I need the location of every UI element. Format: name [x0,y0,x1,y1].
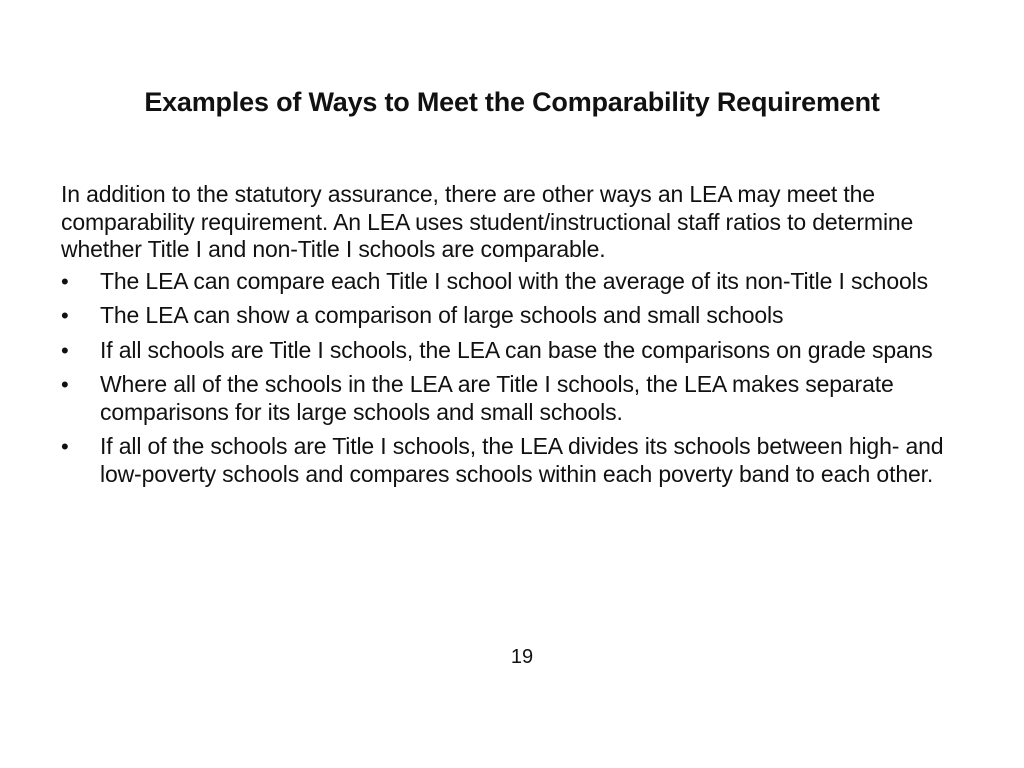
bullet-item [61,268,961,296]
slide-body [61,181,961,495]
bullet-text: The LEA can show a comparison of large schools and small schools [100,302,784,328]
bullet-text: If all schools are Title I schools, the LEA can base the comparisons on grade spans [100,336,933,363]
bullet-text: Where all of the schools in the LEA are Title I schools, the LEA makes separate comparisons for its large schools and small schools. [100,371,894,425]
page-number: 19 [510,646,534,668]
bullet-text: If all of the schools are Title I schools, the LEA divides its schools between high- and low-poverty schools and compares schools within each poverty band to each other. [100,433,944,487]
bullet-item [61,302,961,330]
bullet-icon: • [61,337,69,363]
bullet-item [61,337,961,365]
bullet-text: The LEA can compare each Title I school with the average of its non-Title I schools [100,267,928,294]
bullet-item [61,371,961,426]
bullet-icon: • [61,434,69,459]
intro-paragraph: In addition to the statutory assurance, there are other ways an LEA may meet the comparability requirement. An LEA uses student/instructional staff ratios to determine whether Title I and non-Title I schools are comparable. [61,181,914,262]
bullet-item [61,433,961,488]
bullet-icon: • [61,268,69,294]
bullet-list [61,268,961,489]
slide-title: Examples of Ways to Meet the Comparability Requirement [144,87,880,117]
bullet-icon: • [61,372,69,397]
bullet-icon: • [61,303,69,328]
